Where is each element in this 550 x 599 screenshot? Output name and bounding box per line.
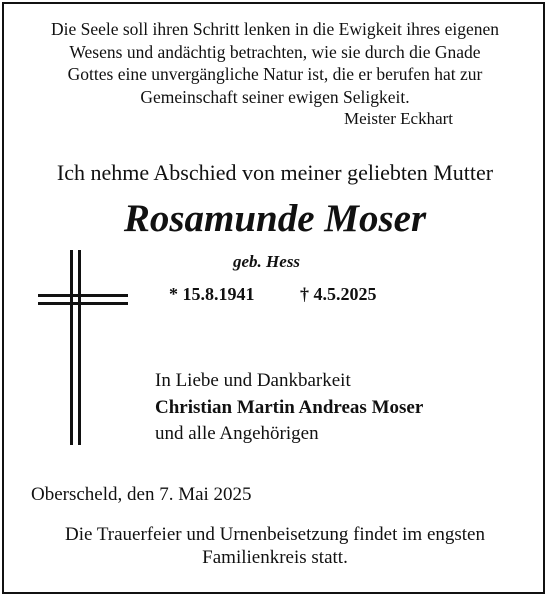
mourners-intro: In Liebe und Dankbarkeit (155, 370, 351, 391)
quote-line: Gottes eine unvergängliche Natur ist, die er berufen hat zur (67, 64, 483, 84)
maiden-name: geb. Hess (233, 252, 301, 271)
mourner-names: Christian Martin Andreas Moser (155, 396, 424, 418)
quote-line: Gemeinschaft seiner ewigen Seligkeit. (140, 86, 410, 107)
death-date: † 4.5.2025 (300, 284, 377, 304)
intro-text: Ich nehme Abschied von meiner geliebten Mutter (56, 160, 494, 185)
funeral-notice (0, 523, 550, 569)
quote-line: Die Seele soll ihren Schritt lenken in die Ewigkeit ihres eigenen (50, 19, 500, 39)
quote-author: Meister Eckhart (343, 109, 453, 128)
cross-icon (38, 250, 128, 445)
epigraph-quote (0, 18, 550, 108)
quote-line: Wesens und andächtig betrachten, wie sie durch die Gnade (69, 41, 481, 62)
mourners-others: und alle Angehörigen (155, 423, 319, 444)
mourners-block (155, 368, 423, 448)
birth-date: * 15.8.1941 (169, 284, 255, 304)
deceased-name: Rosamunde Moser (123, 197, 427, 240)
funeral-notice-line: Die Trauerfeier und Urnenbeisetzung findet im engsten (65, 524, 485, 545)
place-and-date: Oberscheld, den 7. Mai 2025 (31, 484, 252, 505)
funeral-notice-line: Familienkreis statt. (202, 547, 348, 568)
